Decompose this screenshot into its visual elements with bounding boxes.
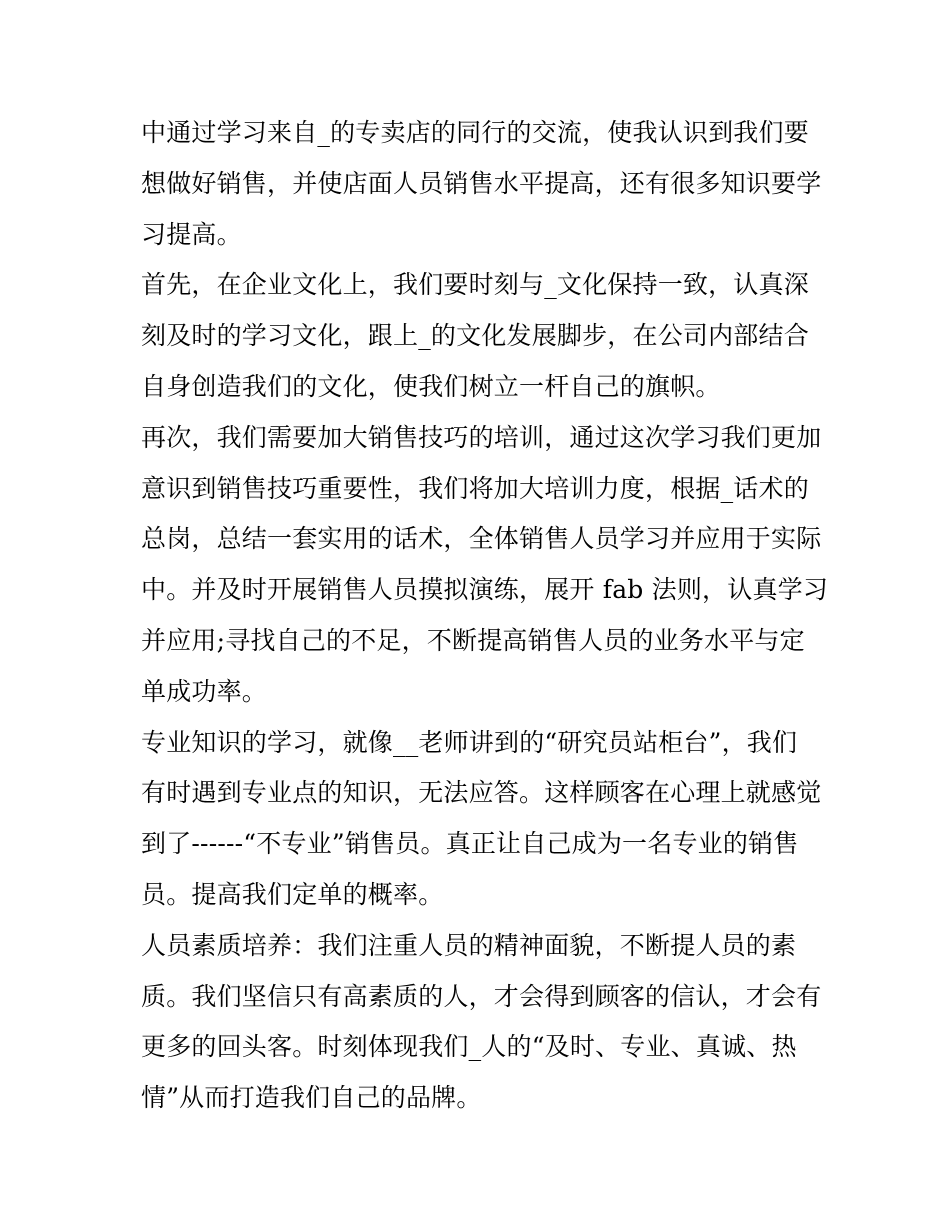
text-line-3: 习提高。	[141, 219, 242, 249]
text-line-16: 员。提高我们定单的概率。	[141, 879, 444, 909]
text-line-10: 中。并及时开展销售人员摸拟演练，展开 fab 法则，认真学习	[141, 575, 829, 605]
text-line-20: 情”从而打造我们自己的品牌。	[141, 1083, 482, 1113]
text-line-18: 质。我们坚信只有高素质的人，才会得到顾客的信认，才会有	[141, 981, 822, 1011]
text-line-5: 刻及时的学习文化，跟上_的文化发展脚步，在公司内部结合	[141, 321, 809, 351]
text-line-14: 有时遇到专业点的知识，无法应答。这样顾客在心理上就感觉	[141, 778, 822, 808]
text-line-13: 专业知识的学习，就像__老师讲到的“研究员站柜台”，我们	[141, 727, 798, 757]
text-line-12: 单成功率。	[141, 676, 268, 706]
text-line-4: 首先，在企业文化上，我们要时刻与_文化保持一致，认真深	[141, 270, 809, 300]
text-line-8: 意识到销售技巧重要性，我们将加大培训力度，根据_话术的	[141, 473, 809, 503]
text-line-9: 总岗，总结一套实用的话术，全体销售人员学习并应用于实际	[141, 524, 822, 554]
text-line-11: 并应用;寻找自己的不足，不断提高销售人员的业务水平与定	[141, 625, 805, 655]
text-line-7: 再次，我们需要加大销售技巧的培训，通过这次学习我们更加	[141, 422, 822, 452]
document-body	[141, 108, 829, 1124]
text-line-1: 中通过学习来自_的专卖店的同行的交流，使我认识到我们要	[141, 118, 809, 147]
text-line-15: 到了------“不专业”销售员。真正让自己成为一名专业的销售	[141, 829, 799, 859]
text-line-17: 人员素质培养：我们注重人员的精神面貌，不断提人员的素	[141, 930, 797, 960]
text-line-6: 自身创造我们的文化，使我们树立一杆自己的旗帜。	[141, 371, 721, 401]
text-line-19: 更多的回头客。时刻体现我们_人的“及时、专业、真诚、热	[141, 1032, 797, 1062]
text-line-2: 想做好销售，并使店面人员销售水平提高，还有很多知识要学	[141, 168, 822, 198]
